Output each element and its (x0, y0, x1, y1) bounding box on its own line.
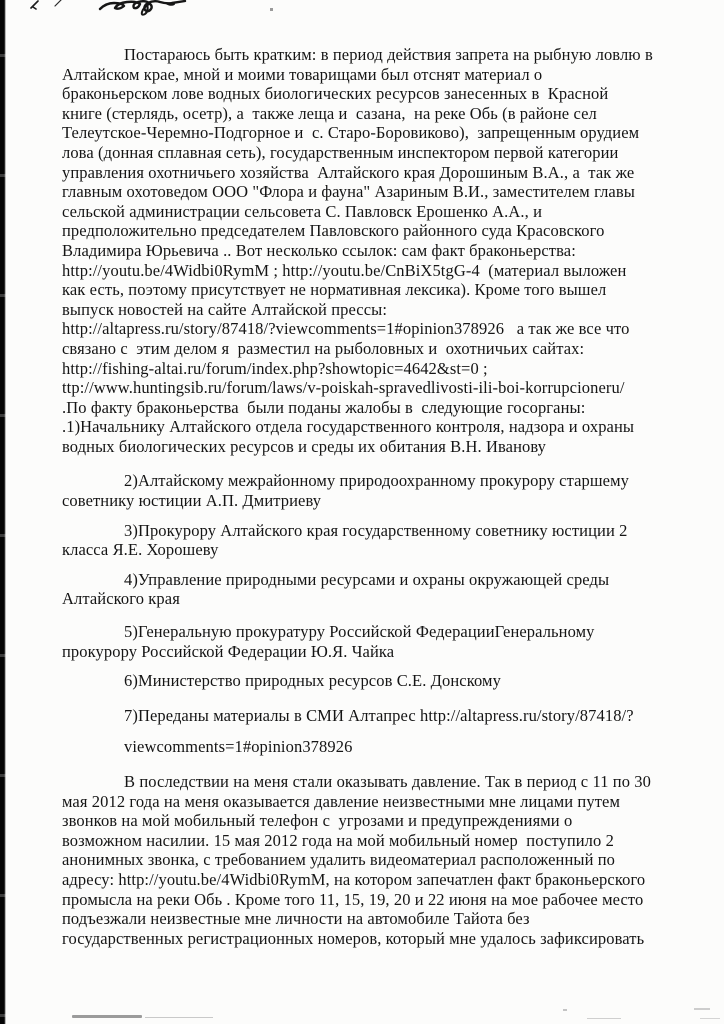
text-line: возможном насилии. 15 мая 2012 года на мой мобильный номер поступило 2 (62, 830, 614, 850)
text-line: .По факту браконьерства были поданы жалобы в следующие госорганы: (62, 397, 586, 417)
scan-speck (700, 1018, 720, 1019)
text-line: Алтайского края (62, 589, 180, 609)
text-line: как есть, поэтому присутствует не нормативная лексика). Кроме того вышел (62, 280, 607, 300)
handwritten-signature (0, 0, 724, 40)
scan-speck (270, 8, 273, 11)
text-line: viewcomments=1#opinion378926 (124, 737, 353, 757)
text-line: 4)Управление природными ресурсами и охраны окружающей среды (124, 569, 610, 589)
text-line: предположительно председателем Павловского районного суда Красовского (62, 221, 605, 241)
text-line: браконьерском лове водных биологических ресурсов занесенных в Красной (62, 84, 609, 104)
text-line: подъезжали неизвестные мне личности на автомобиле Тайота без (62, 909, 530, 929)
text-line: 6)Министерство природных ресурсов С.Е. Донскому (124, 671, 501, 691)
text-line: водных биологических ресурсов и среды их обитания В.Н. Иванову (62, 436, 547, 456)
text-line: мая 2012 года на меня оказывается давление неизвестными мне лицами путем (62, 791, 620, 811)
text-line: промысла на реки Обь . Кроме того 11, 15, 19, 20 и 22 июня на мое рабочее место (62, 889, 644, 909)
text-line: советнику юстиции А.П. Дмитриеву (62, 491, 322, 511)
text-line: В последствии на меня стали оказывать давление. Так в период с 11 по 30 (124, 772, 651, 791)
text-line: 5)Генеральную прокуратуру Российской ФедерацииГенеральному (124, 622, 595, 642)
text-line: 3)Прокурору Алтайского края государственному советнику юстиции 2 (124, 520, 628, 540)
text-line: управления охотничьего хозяйства Алтайского края Дорошиным В.А., а так же (62, 162, 635, 182)
text-line: связано с этим делом я разместил на рыболовных и охотничьих сайтах: (62, 338, 585, 358)
scan-speck (563, 1009, 567, 1011)
text-line: прокурору Российской Федерации Ю.Я. Чайка (62, 641, 395, 661)
text-line: лова (донная сплавная сеть), государственным инспектором первой категории (62, 142, 619, 162)
text-line: Постараюсь быть кратким: в период действия запрета на рыбную ловлю в (124, 45, 653, 64)
text-line: Телеутское-Черемно-Подгорное и с. Старо-Боровиково), запрещенным орудием (62, 123, 640, 143)
scan-speck (587, 1018, 621, 1019)
scan-speck (694, 1008, 710, 1010)
text-line: выпуск новостей на сайте Алтайской прессы: (62, 299, 388, 319)
text-line: класса Я.Е. Хорошеву (62, 540, 219, 560)
scan-edge-artifact (0, 0, 6, 1024)
text-line: http://youtu.be/4Widbi0RymM ; http://youtu.be/CnBiX5tgG-4 (материал выложен (62, 260, 627, 280)
text-line: книге (стерлядь, осетр), а также леща и сазана, на реке Обь (в районе сел (62, 103, 597, 123)
text-line: http://altapress.ru/story/87418/?viewcomments=1#opinion378926 а так же все что (62, 319, 630, 339)
text-line: Владимира Юрьевича .. Вот несколько ссылок: сам факт браконьерства: (62, 240, 576, 260)
text-line: адресу: http://youtu.be/4Widbi0RymM, на котором запечатлен факт браконьерского (62, 869, 646, 889)
text-line: сельской администрации сельсовета С. Павловск Ерошенко А.А., и (62, 201, 543, 221)
text-line: 2)Алтайскому межрайонному природоохранному прокурору старшему (124, 471, 629, 491)
text-line: ttp://www.huntingsib.ru/forum/laws/v-poiskah-spravedlivosti-ili-boi-korrupcioneru/ (62, 378, 625, 398)
text-line: звонков на мой мобильный телефон с угрозами и предупреждениями о (62, 811, 573, 831)
text-line: государственных регистрационных номеров, который мне удалось зафиксировать (62, 928, 645, 948)
text-line: главным охотоведом ООО "Флора и фауна" Азариным В.И., заместителем главы (62, 182, 635, 202)
text-line: Алтайском крае, мной и моими товарищами был отснят материал о (62, 64, 543, 84)
scan-smudge-line (72, 1015, 142, 1018)
letter-body (62, 45, 710, 948)
text-line: анонимных звонка, с требованием удалить видеоматериал расположенный по (62, 850, 615, 870)
text-line: http://fishing-altai.ru/forum/index.php?showtopic=4642&st=0 ; (62, 358, 488, 378)
text-line: .1)Начальнику Алтайского отдела государственного контроля, надзора и охраны (62, 417, 635, 437)
pen-mark (31, 1, 38, 9)
text-line: 7)Переданы материалы в СМИ Алтапрес http://altapress.ru/story/87418/? (124, 705, 634, 725)
